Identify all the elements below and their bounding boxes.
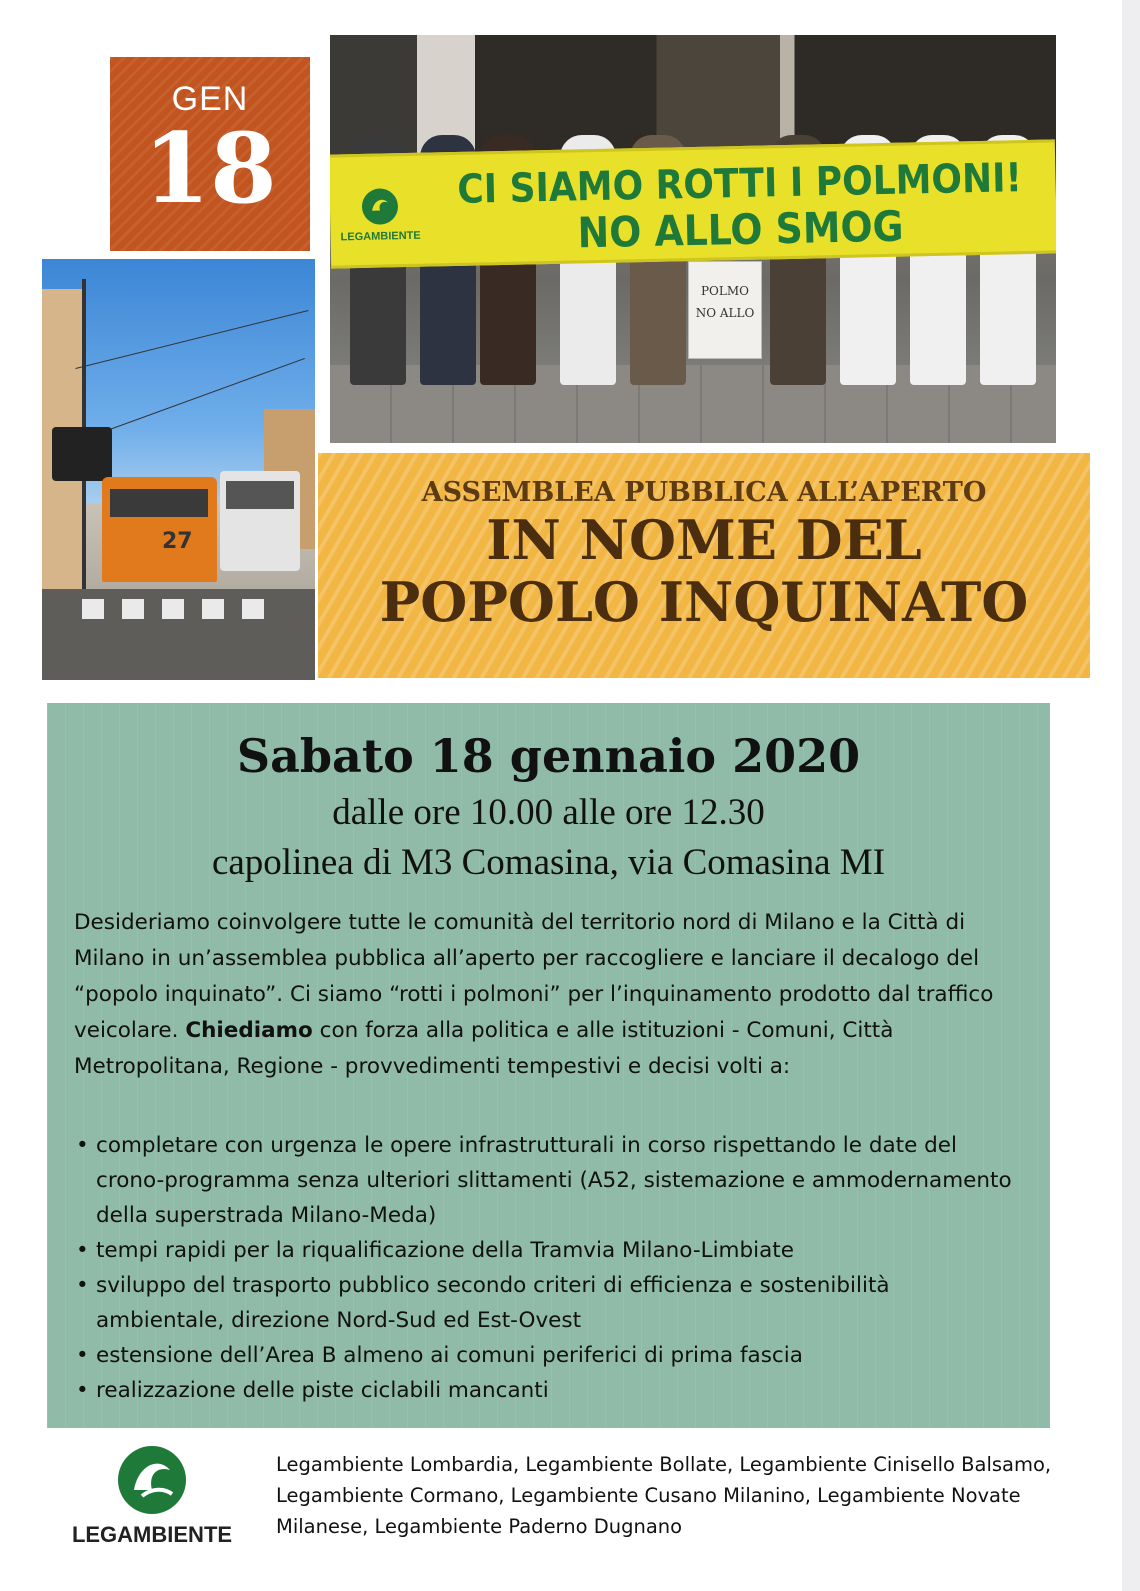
banner-line-2: NO ALLO SMOG [577, 201, 905, 258]
body-text-bold: Chiediamo [185, 1018, 313, 1043]
footer-credits: Legambiente Lombardia, Legambiente Bollate, Legambiente Cinisello Balsamo, Legambiente Cormano, Legambiente Cusano Milanino, Legambiente Novate Milanese, Legambiente Paderno Dugnano [276, 1453, 1052, 1538]
sign-line-2: NO ALLO [695, 306, 755, 320]
truck [220, 471, 300, 571]
tram [102, 477, 217, 582]
legambiente-logo-text: LEGAMBIENTE [71, 1522, 233, 1547]
scrollbar[interactable] [1122, 0, 1140, 1591]
legambiente-swan-icon [360, 186, 401, 227]
info-block [47, 703, 1050, 1428]
banner-logo-text: LEGAMBIENTE [340, 229, 421, 244]
tram-windows [110, 489, 208, 517]
title-kicker: ASSEMBLEA PUBBLICA ALL’APERTO [421, 477, 987, 508]
list-item: • completare con urgenza le opere infrastrutturali in corso rispettando le date del crono-programma senza ulteriori slittamenti (A52, sistemazione e ammodernamento della superstrada Milano-Meda) [74, 1128, 1024, 1233]
body-text-before: Desideriamo coinvolgere tutte le comunità del territorio nord di Milano e la Città di Milano in un’assemblea pubblica all’aperto per raccogliere e lanciare il decalogo del “popolo inquinato”. Ci siamo “rotti i polmoni” per l’inquinamento prodotto dal traffico veicolare. [74, 910, 994, 1043]
list-item: • estensione dell’Area B almeno ai comuni periferici di prima fascia [74, 1338, 1024, 1373]
title-block [318, 453, 1090, 678]
protest-photo [330, 35, 1056, 443]
list-item: • tempi rapidi per la riqualificazione della Tramvia Milano-Limbiate [74, 1233, 1024, 1268]
protest-sign [688, 261, 762, 359]
event-time: dalle ore 10.00 alle ore 12.30 [332, 792, 765, 833]
body-text-after: con forza alla politica e alle istituzioni - Comuni, Città Metropolitana, Regione - provvedimenti tempestivi e decisi volti a: [74, 1018, 894, 1079]
tram-photo [42, 259, 315, 680]
event-place: capolinea di M3 Comasina, via Comasina MI [211, 842, 886, 883]
photo-crosswalk [82, 599, 282, 619]
body-paragraph [74, 905, 1024, 1085]
banner-line-1: CI SIAMO ROTTI I POLMONI! [456, 155, 1023, 213]
legambiente-logo [62, 1440, 242, 1550]
tram-wire [75, 310, 308, 369]
title-line-2: POPOLO INQUINATO [379, 570, 1029, 634]
date-day: 18 [143, 112, 277, 225]
date-block [110, 57, 310, 251]
list-item: • sviluppo del trasporto pubblico secondo criteri di efficienza e sostenibilità ambientale, direzione Nord-Sud ed Est-Ovest [74, 1268, 1024, 1338]
tram-number: 27 [162, 529, 193, 554]
event-date: Sabato 18 gennaio 2020 [236, 729, 861, 783]
protest-banner [330, 139, 1056, 268]
list-item: • realizzazione delle piste ciclabili mancanti [74, 1373, 1024, 1408]
banner-logo [340, 186, 421, 244]
legambiente-swan-icon [112, 1440, 192, 1520]
sign-line-1: POLMO [700, 284, 749, 298]
truck-windshield [226, 481, 294, 509]
title-line-1: IN NOME DEL [486, 508, 922, 572]
traffic-light-icon [52, 427, 112, 481]
demands-list [74, 1128, 1024, 1408]
date-month: GEN [171, 80, 249, 118]
